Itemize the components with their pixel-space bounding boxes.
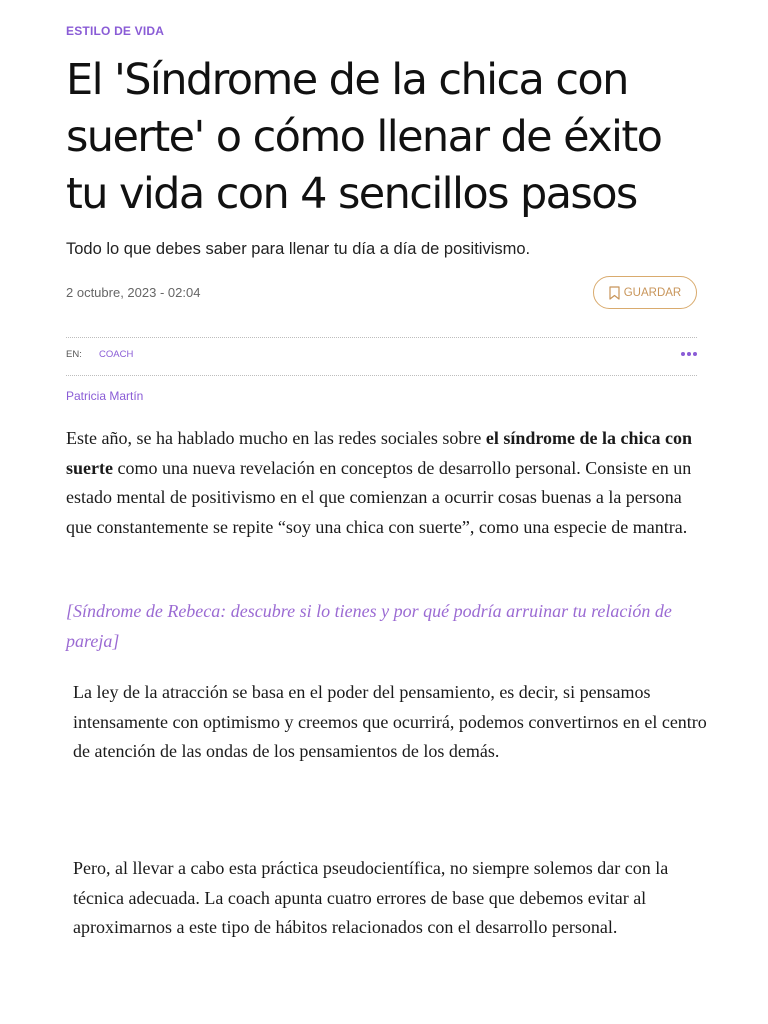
bookmark-icon [609, 286, 620, 300]
intro-bold-text: el síndrome de la chica con suerte [66, 428, 693, 478]
intro-text-end: como una nueva revelación en conceptos de desarrollo personal. Consiste en un estado mental de positivismo en el que comienzan a ocurrir cosas buenas a la persona que constantemente se repite “soy una chica con suerte”, como una especie de mantra. [66, 457, 692, 537]
tags-prefix: EN: [66, 349, 82, 360]
body-paragraph: Pero, al llevar a cabo esta práctica pseudocientífica, no siempre solemos dar con la técnica adecuada. La coach apunta cuatro errores de base que debemos evitar al aproximarnos a este tipo de hábitos relacionados con el desarrollo personal. [73, 858, 669, 937]
author-name[interactable]: Patricia Martín [66, 389, 144, 403]
meta-divider-top [66, 337, 697, 338]
intro-paragraph [66, 424, 706, 542]
related-article-link[interactable]: [Síndrome de Rebeca: descubre si lo tienes y por qué podría arruinar tu relación de pareja] [66, 601, 672, 651]
save-button[interactable] [593, 276, 697, 309]
save-button-label: GUARDAR [623, 286, 682, 299]
meta-divider-bottom [66, 375, 697, 376]
tags-row [66, 349, 697, 365]
article-headline: El 'Síndrome de la chica con suerte' o cómo llenar de éxito tu vida con 4 sencillos pasos [66, 55, 662, 219]
more-dots-icon[interactable] [681, 352, 697, 356]
tag-coach[interactable]: COACH [99, 349, 134, 360]
article-subheadline: Todo lo que debes saber para llenar tu día a día de positivismo. [66, 240, 531, 258]
body-paragraph: La ley de la atracción se basa en el poder del pensamiento, es decir, si pensamos intensamente con optimismo y creemos que ocurrirá, podemos convertirnos en el centro de atención de las ondas de los pensamientos de los demás. [73, 682, 707, 761]
category-label[interactable]: ESTILO DE VIDA [66, 24, 165, 38]
intro-text-start: Este año, se ha hablado mucho en las redes sociales sobre [66, 428, 486, 448]
publish-date: 2 octubre, 2023 - 02:04 [66, 285, 201, 300]
